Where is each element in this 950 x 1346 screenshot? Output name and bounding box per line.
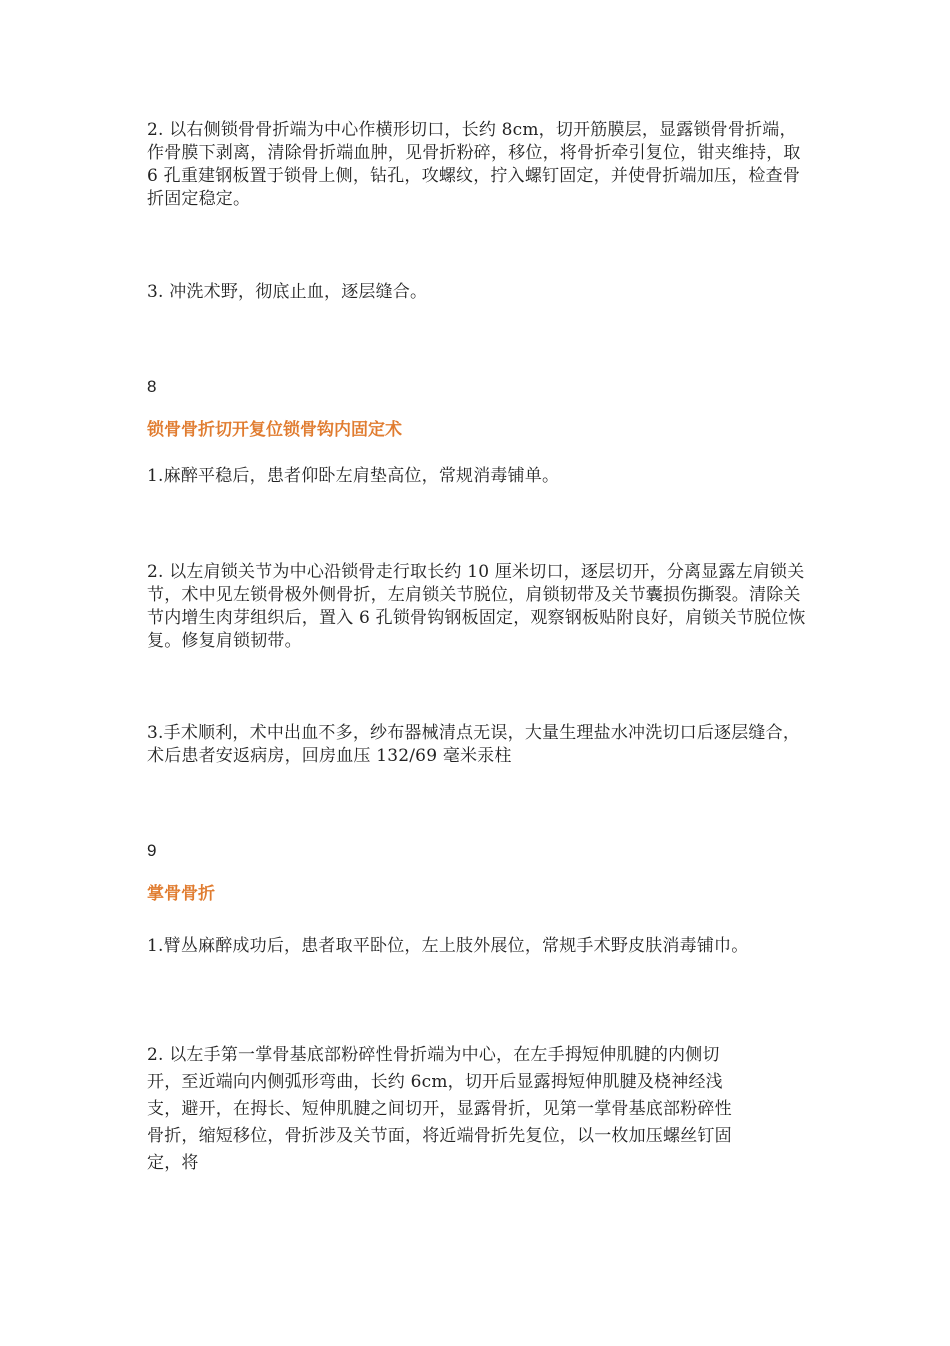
section9-step-2-line-4: 骨折，缩短移位，骨折涉及关节面，将近端骨折先复位，以一枚加压螺丝钉固 xyxy=(147,1126,732,1146)
section9-step-2-line-3: 支，避开，在拇长、短伸肌腱之间切开，显露骨折，见第一掌骨基底部粉碎性 xyxy=(147,1099,732,1119)
section-number-9: 9 xyxy=(147,841,157,860)
section9-step-2 xyxy=(147,1042,847,1177)
section8-step-3: 3.手术顺利，术中出血不多，纱布器械清点无误，大量生理盐水冲洗切口后逐层缝合，术后患者安返病房，回房血压 132/69 毫米汞柱 xyxy=(147,723,801,766)
section9-step-1: 1.臂丛麻醉成功后，患者取平卧位，左上肢外展位，常规手术野皮肤消毒铺巾。 xyxy=(147,936,749,956)
section-title-8: 锁骨骨折切开复位锁骨钩内固定术 xyxy=(147,420,402,440)
paragraph-step-2-clavicle-incision: 2. 以右侧锁骨骨折端为中心作横形切口，长约 8cm，切开筋膜层，显露锁骨骨折端，作骨膜下剥离，清除骨折端血肿，见骨折粉碎，移位，将骨折牵引复位，钳夹维持，取 6 孔重建钢板置于锁骨上侧，钻孔，攻螺纹，拧入螺钉固定，并使骨折端加压，检查骨折固定稳定。 xyxy=(147,120,801,209)
section-number-8: 8 xyxy=(147,377,157,396)
section9-step-2-line-1: 2. 以左手第一掌骨基底部粉碎性骨折端为中心，在左手拇短伸肌腱的内侧切 xyxy=(147,1045,720,1065)
section9-step-2-line-2: 开，至近端向内侧弧形弯曲，长约 6cm，切开后显露拇短伸肌腱及桡神经浅 xyxy=(147,1072,723,1092)
section8-step-1: 1.麻醉平稳后，患者仰卧左肩垫高位，常规消毒铺单。 xyxy=(147,466,560,486)
paragraph-step-3-closure: 3. 冲洗术野，彻底止血，逐层缝合。 xyxy=(147,282,428,302)
section9-step-2-line-5: 定，将 xyxy=(147,1153,199,1173)
section-title-9: 掌骨骨折 xyxy=(147,884,215,904)
section8-step-2: 2. 以左肩锁关节为中心沿锁骨走行取长约 10 厘米切口，逐层切开，分离显露左肩锁关节，术中见左锁骨极外侧骨折，左肩锁关节脱位，肩锁韧带及关节囊损伤撕裂。清除关节内增生肉芽组织后，置入 6 孔锁骨钩钢板固定，观察钢板贴附良好，肩锁关节脱位恢复。修复肩锁韧带。 xyxy=(147,562,806,651)
